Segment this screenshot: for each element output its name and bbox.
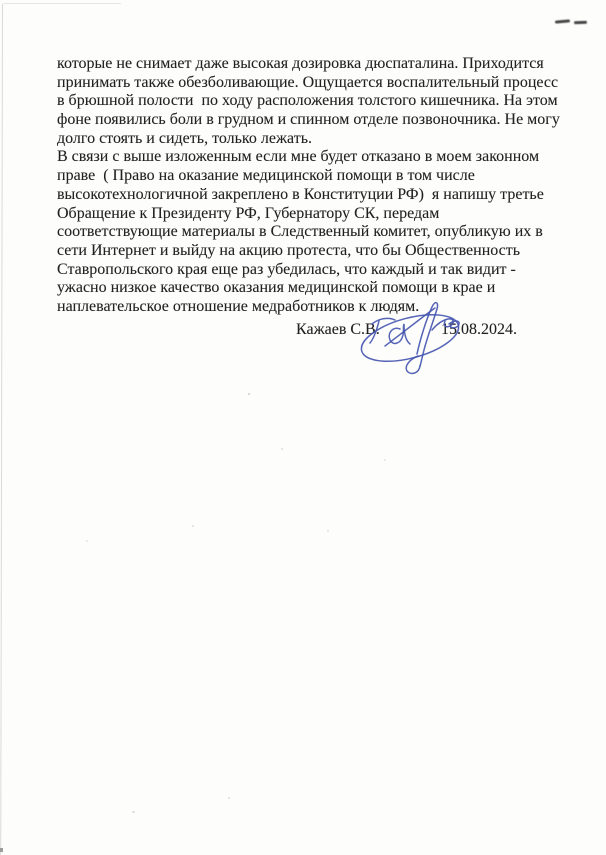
scan-page-edge-left — [0, 4, 3, 855]
pen-smudge-mark — [574, 21, 587, 24]
signature-date: 15.08.2024. — [441, 321, 517, 338]
scan-page-edge-top — [3, 3, 121, 4]
scan-speck — [248, 393, 250, 395]
text-line: Ставропольского края еще раз убедилась, что каждый и так видит - — [57, 260, 516, 278]
text-line: долго стоять и сидеть, только лежать. — [57, 129, 312, 147]
scan-speck — [228, 797, 230, 799]
signee-name: Кажаев С.В. — [296, 321, 380, 338]
text-line: сети Интернет и выйду на акцию протеста, что бы Общественность — [57, 241, 521, 259]
text-line: В связи с выше изложенным если мне будет отказано в моем законном — [57, 148, 540, 166]
letter-body — [57, 55, 560, 317]
scan-speck — [384, 459, 386, 461]
scan-speck — [0, 848, 3, 852]
handwritten-signature — [333, 290, 473, 385]
text-line: принимать также обезболивающие. Ощущается воспалительный процесс — [57, 73, 559, 91]
text-line: фоне появились боли в грудном и спинном отделе позвоночника. Не могу — [57, 111, 560, 129]
scan-speck — [281, 448, 283, 450]
text-line: ужасно низкое качество оказания медицинской помощи в крае и — [57, 279, 496, 297]
text-line: высокотехнологичной закреплено в Конституции РФ) я напишу третье — [57, 185, 544, 203]
text-line: соответствующие материалы в Следственный комитет, опубликую их в — [57, 223, 543, 241]
text-line: праве ( Право на оказание медицинской помощи в том числе — [57, 167, 475, 185]
scan-speck — [86, 540, 88, 542]
text-line: в брюшной полости по ходу расположения толстого кишечника. На этом — [57, 92, 558, 110]
scan-speck — [327, 530, 329, 532]
text-line: наплевательское отношение медработников к людям. — [57, 297, 420, 315]
scan-speck — [192, 525, 194, 527]
text-line: Обращение к Президенту РФ, Губернатору СК, передам — [57, 204, 440, 222]
scan-speck — [132, 811, 135, 813]
text-line: которые не снимает даже высокая дозировка дюспаталина. Приходится — [57, 55, 544, 72]
pen-smudge-mark — [555, 19, 570, 23]
